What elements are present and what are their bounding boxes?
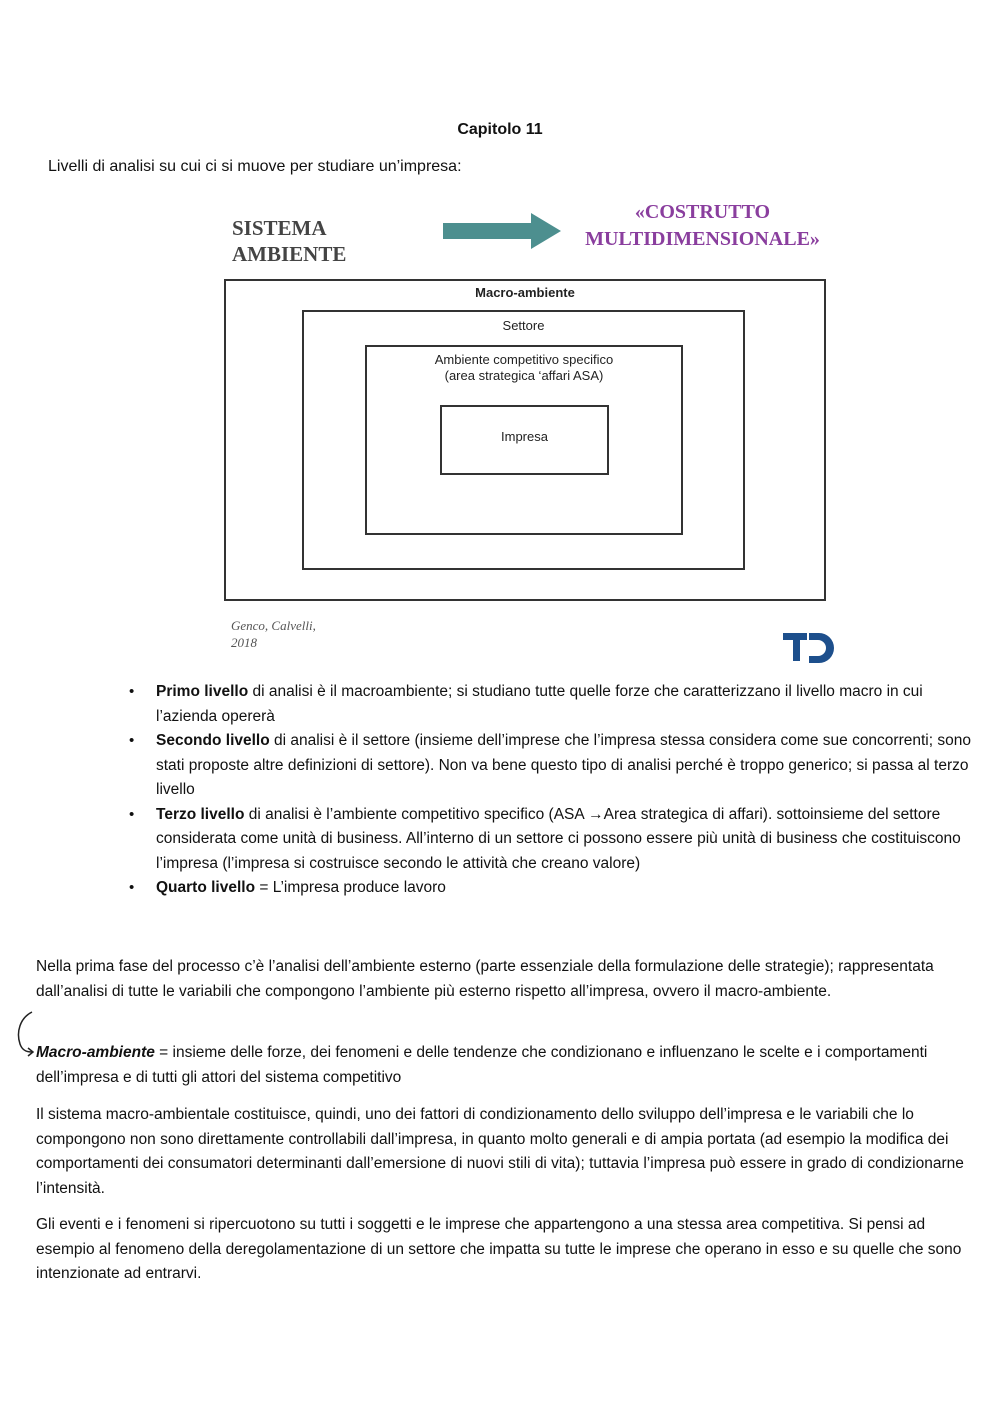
- diagram-right-title: [560, 199, 845, 253]
- levels-list: [156, 680, 971, 901]
- left-title-line1: SISTEMA: [232, 216, 327, 240]
- box-asa-label-2: (area strategica ‘affari ASA): [444, 368, 604, 383]
- box-settore-label: Settore: [502, 318, 545, 333]
- box-impresa-label: Impresa: [501, 429, 548, 444]
- figure-credit: [231, 617, 316, 651]
- box-macro-label: Macro-ambiente: [475, 285, 575, 300]
- list-item: [156, 876, 971, 901]
- bullet-text: di analisi è l’ambiente competitivo specifico (ASA →Area strategica di affari). sottoinsieme del settore considerata come unità di business. All’interno di un settore ci possono essere più unità di business che costituiscono l’impresa (l’impresa si costruisce secondo le attività che creano valore): [156, 805, 961, 872]
- definition-term: Macro-ambiente: [36, 1044, 155, 1061]
- list-item: [156, 803, 971, 877]
- right-title-line1: «COSTRUTTO: [634, 201, 771, 223]
- levels-diagram: [215, 195, 845, 670]
- list-item: [156, 729, 971, 803]
- paragraph-analisi-esterna: Nella prima fase del processo c’è l’analisi dell’ambiente esterno (parte essenziale della formulazione delle strategie); rappresentata dall’analisi di tutte le variabili che compongono l’ambiente più esterno rispetto all’impresa, ovvero il macro-ambiente.: [36, 958, 934, 1000]
- bullet-term: Terzo livello: [156, 805, 245, 823]
- list-item: [156, 680, 971, 729]
- bullet-text: di analisi è il settore (insieme dell’imprese che l’impresa stessa considera come sue concorrenti; sono stati proposte altre definizioni di settore). Non va bene questo tipo di analisi perché è troppo generico; si passa al terzo livello: [156, 732, 971, 798]
- publisher-logo-icon: [781, 629, 841, 665]
- paragraph-sistema-macro: Il sistema macro-ambientale costituisce, quindi, uno dei fattori di condizionamento dello sviluppo dell’impresa e le variabili che lo compongono non sono direttamente controllabili dall’impresa, in quanto molto generali e di ampia portata (ad esempio la modifica dei comportamenti dei consumatori determinanti dall’emersione di nuovi stili di vita); tuttavia l’impresa può essere in grado di condizionarne l’intensità.: [36, 1106, 964, 1197]
- bullet-text: = L’impresa produce lavoro: [255, 879, 446, 896]
- box-asa-label-1: Ambiente competitivo specifico: [434, 352, 614, 367]
- bullet-term: Quarto livello: [156, 879, 256, 896]
- left-title-line2: AMBIENTE: [232, 242, 347, 266]
- credit-line1: Genco, Calvelli,: [231, 618, 316, 633]
- paragraph-eventi: Gli eventi e i fenomeni si ripercuotono su tutti i soggetti e le imprese che appartengono a una stessa area competitiva. Si pensi ad esempio al fenomeno della deregolamentazione di un settore che impatta su tutte le imprese che operano in esso e su quelle che sono intenzionate ad entrarvi.: [36, 1216, 962, 1282]
- right-title-line2: MULTIDIMENSIONALE»: [585, 228, 820, 250]
- paragraph-definizione: [36, 1041, 966, 1090]
- intro-text: Livelli di analisi su cui ci si muove per studiare un’impresa:: [48, 158, 462, 175]
- bullet-text: di analisi è il macroambiente; si studiano tutte quelle forze che caratterizzano il livello macro in cui l’azienda opererà: [156, 683, 923, 725]
- page-title: Capitolo 11: [457, 121, 543, 138]
- right-arrow-icon: [443, 211, 563, 251]
- credit-line2: 2018: [231, 635, 257, 650]
- diagram-left-title: [232, 215, 346, 267]
- box-impresa: [440, 405, 609, 475]
- definition-text: = insieme delle forze, dei fenomeni e delle tendenze che condizionano e influenzano le scelte e i comportamenti dell’impresa e di tutti gli attori del sistema competitivo: [36, 1044, 928, 1086]
- bullet-term: Primo livello: [156, 683, 249, 700]
- bullet-term: Secondo livello: [156, 732, 270, 749]
